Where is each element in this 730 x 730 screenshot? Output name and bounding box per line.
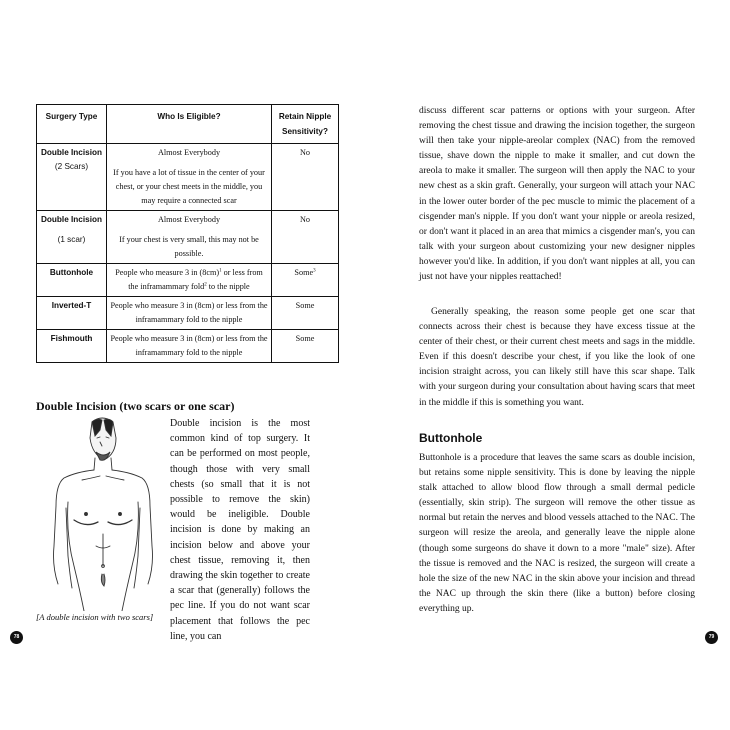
- page-number: 79: [705, 631, 718, 644]
- sensitivity-cell: Some: [272, 330, 339, 363]
- surgery-comparison-table: [36, 104, 339, 363]
- eligibility-cell: [107, 211, 272, 264]
- section-heading: Buttonhole: [419, 431, 483, 445]
- surgery-type-subtitle: (2 Scars): [54, 162, 89, 171]
- eligibility-summary: Almost Everybody: [157, 215, 221, 224]
- body-paragraph: Double incision is the most common kind of top surgery. It can be performed on most people, though those with very small chests (so small that it is not possible to remove the skin) would be ineligible. Double incision is done by making an incision below and above your chest tissue, removing it, then drawing the skin together to create a scar that (generally) follows the pec line. If you do not want scar placement that follows the pec line, you can: [170, 418, 310, 642]
- eligibility-text-part: People who measure 3 in (8cm): [115, 268, 220, 277]
- body-paragraph: discuss different scar patterns or options with your surgeon. After removing the chest tissue and drawing the incision together, the surgeon will then take your nipple-areolar complex (NAC) from the removed tissue, shave down the nipple to make it smaller, and cut down the areola to make it smaller. The surgeon will then apply the NAC to your new chest as a skin graft. Generally, your surgeon will attach your NAC in the lower outer border of the pec muscle to mimic the placement of a cisgender man's nipple. If you don't want your nipple or areola resized, or don't want it placed in an area that mimics a cisgender man's, you can talk with your surgeon about customizing your new designer nipples however you'd like. In addition, if you don't want nipples at all, you can just not have your nipples reattached!: [419, 106, 695, 283]
- figure-caption: [A double incision with two scars]: [36, 612, 154, 622]
- eligibility-detail: If you have a lot of tissue in the center of your chest, or your chest meets in the middle, you may require a connected scar: [113, 168, 265, 205]
- surgery-type-cell: [37, 211, 107, 264]
- footnote-marker: 3: [313, 268, 316, 274]
- surgery-type-name: Double Incision: [41, 148, 102, 157]
- column-header-surgery-type: Surgery Type: [37, 105, 107, 144]
- eligibility-cell: People who measure 3 in (8cm) or less from the inframammary fold to the nipple: [107, 330, 272, 363]
- table-row: [37, 264, 339, 297]
- surgery-type-cell: Inverted-T: [37, 297, 107, 330]
- table-header-row: [37, 105, 339, 144]
- page-number: 78: [10, 631, 23, 644]
- footnote-marker: 1: [219, 268, 222, 274]
- eligibility-cell: [107, 144, 272, 211]
- eligibility-cell: People who measure 3 in (8cm) or less from the inframammary fold to the nipple: [107, 297, 272, 330]
- table-row: [37, 144, 339, 211]
- table-row: [37, 297, 339, 330]
- surgery-type-cell: Buttonhole: [37, 264, 107, 297]
- eligibility-text-part: to the nipple: [206, 282, 250, 291]
- surgery-type-name: Double Incision: [41, 215, 102, 224]
- surgery-type-cell: [37, 144, 107, 211]
- sensitivity-value: Some: [294, 268, 314, 277]
- eligibility-detail: If your chest is very small, this may not be possible.: [119, 235, 259, 258]
- surgery-type-cell: Fishmouth: [37, 330, 107, 363]
- eligibility-summary: Almost Everybody: [157, 148, 221, 157]
- table-row: [37, 211, 339, 264]
- torso-illustration: [40, 416, 164, 611]
- body-paragraph: Generally speaking, the reason some people get one scar that connects across their chest is because they have excess tissue at the center of their chest, or their current chest meets and sags in the middle. Even if this doesn't describe your chest, if you like the look of one incision straight across, you can likely still have this scar shape. Talk with your surgeon during your consultation about having scars that meet in the middle if this is something you want.: [419, 307, 695, 408]
- column-header-nipple-sensitivity: Retain Nipple Sensitivity?: [272, 105, 339, 144]
- body-paragraph: Buttonhole is a procedure that leaves the same scars as double incision, but retains some nipple sensitivity. This is done by leaving the nipple stalk attached to allow blood flow through a small dermal pedicle (essentially, skin strip). The surgeon will remove the other tissue as normal but retain the nerves and blood vessels attached to the NAC. The surgeon will resize the areola, and generally leave the nipple alone (though some surgeons do shave it down to a more "male" size). After the tissue is removed and the NAC is resized, the surgeon will create a hole the size of the new NAC in the skin above your incision and thread the NAC up through the skin there (like a button) before closing everything up.: [419, 453, 695, 614]
- table-row: [37, 330, 339, 363]
- sensitivity-cell: No: [272, 211, 339, 264]
- footnote-marker: 2: [204, 282, 207, 288]
- column-header-eligibility: Who Is Eligible?: [107, 105, 272, 144]
- surgery-type-subtitle: (1 scar): [57, 235, 86, 244]
- sensitivity-cell: Some: [272, 297, 339, 330]
- eligibility-cell: [107, 264, 272, 297]
- section-title: Double Incision (two scars or one scar): [36, 399, 235, 413]
- sensitivity-cell: No: [272, 144, 339, 211]
- sensitivity-cell: [272, 264, 339, 297]
- eligibility-text-part: or less from the inframammary fold: [128, 268, 263, 291]
